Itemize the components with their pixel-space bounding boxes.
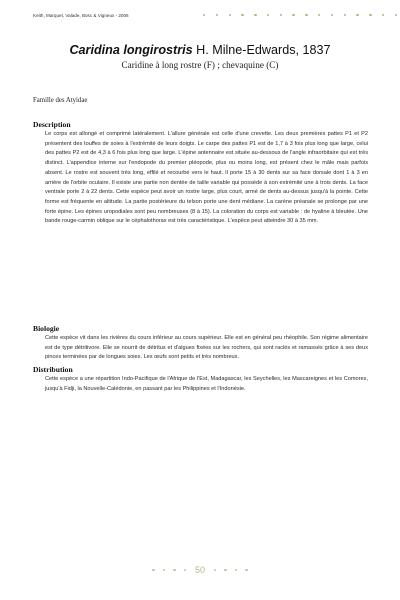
decorative-dot (318, 14, 320, 16)
common-names: Caridine à long rostre (F) ; chevaquine (C) (121, 60, 279, 70)
distribution-heading: Distribution (33, 365, 73, 374)
distribution-section (33, 365, 368, 394)
decorative-dot (235, 569, 237, 571)
decorative-dot (216, 14, 218, 16)
page-number: 50 (194, 565, 205, 575)
decorative-dot (241, 14, 243, 16)
decorative-dot (305, 14, 307, 16)
biologie-heading: Biologie (33, 324, 60, 333)
decorative-dot (152, 569, 154, 571)
scientific-name: Caridina longirostris (69, 43, 193, 57)
decorative-dot (331, 14, 333, 16)
decorative-dot (369, 14, 371, 16)
footer-dots-right (214, 569, 248, 571)
family-name: Famille des Atyidae (33, 97, 88, 104)
decorative-dot (280, 14, 282, 16)
decorative-dot (292, 14, 294, 16)
description-section (33, 120, 368, 227)
decorative-dot (395, 14, 397, 16)
decorative-dot (184, 569, 186, 571)
page-footer (0, 565, 400, 575)
species-title-block (0, 43, 400, 71)
decorative-dot (356, 14, 358, 16)
biologie-text: Cette espèce vit dans les rivières du cours inférieur au cours supérieur. Elle est en général peu rhéophile. Son régime alimentaire est de type détritivore. Elle se nourrit de détritus et d'algues fixées sur les rochers, qui sont raclés et ramassés grâce à ses deux pinces terminées par de longues soies. Les œufs sont petits et très nombreux. (45, 335, 368, 361)
footer-dots-left (152, 569, 186, 571)
decorative-dot (245, 569, 247, 571)
decorative-dot (382, 14, 384, 16)
running-head-text: Keith, Marquet, Valade, Bosc & Vigneux - 2006 (33, 13, 129, 18)
distribution-text: Cette espèce a une répartition Indo-Pacifique de l'Afrique de l'Est, Madagascar, les Seychelles, les Mascareignes et les Comores, jusqu'à Fidji, la Nouvelle-Calédonie, en passant par les Philippines et l'Indonésie. (45, 376, 368, 392)
decorative-dot (344, 14, 346, 16)
running-header (33, 13, 373, 23)
description-text: Le corps est allongé et comprimé latéralement. L'allure générale est celle d'une crevette. Les deux premières pattes P1 et P2 présentent des touffes de soies à l'extrémité de leurs doigts. Le carpe des pattes P1 est de 1,7 à 3 fois plus long que large, celui des pattes P2 est de 4,3 à 6 fois plus long que large. L'épine antennaire est située au-dessous de l'angle infraorbitaire qui est très distinct. L'appendice interne sur l'endopode du premier pléopode, plus ou moins long, est présent chez le mâle mais parfois absent. Le rostre est souvent très long, effilé et recourbé vers le haut. Il porte 15 à 30 dents sur sa face dorsale dont 1 à 3 en arrière de l'orbite oculaire. Il existe une partie non dentée de taille variable qui possède à son extrémité une à trois dents. La face ventrale porte 2 à 22 dents. Cette espèce peut avoir un rostre large, plus court, armé de dents au-dessus jusqu'à la pointe. Cette forme est fréquente en altitude. La partie postérieure du telson porte une dent médiane. La carène préanale se prolonge par une forte épine. Les épines uropodiales sont peu nombreuses (8 à 15). La coloration du corps est variable : de hyaline à bleutée. Une bande rouge-carmin oblique sur le céphalothorax est très caractéristique. L'espèce peut atteindre 30 à 35 mm. (45, 131, 368, 225)
decorative-dot (267, 14, 269, 16)
decorative-dot (214, 569, 216, 571)
decorative-dot (173, 569, 175, 571)
decorative-dot (203, 14, 205, 16)
header-dot-row (203, 14, 397, 16)
decorative-dot (224, 569, 226, 571)
species-authority: H. Milne-Edwards, 1837 (196, 43, 331, 57)
description-heading: Description (33, 120, 71, 129)
decorative-dot (229, 14, 231, 16)
biologie-section (33, 324, 368, 363)
decorative-dot (163, 569, 165, 571)
decorative-dot (254, 14, 256, 16)
species-title (0, 43, 400, 58)
